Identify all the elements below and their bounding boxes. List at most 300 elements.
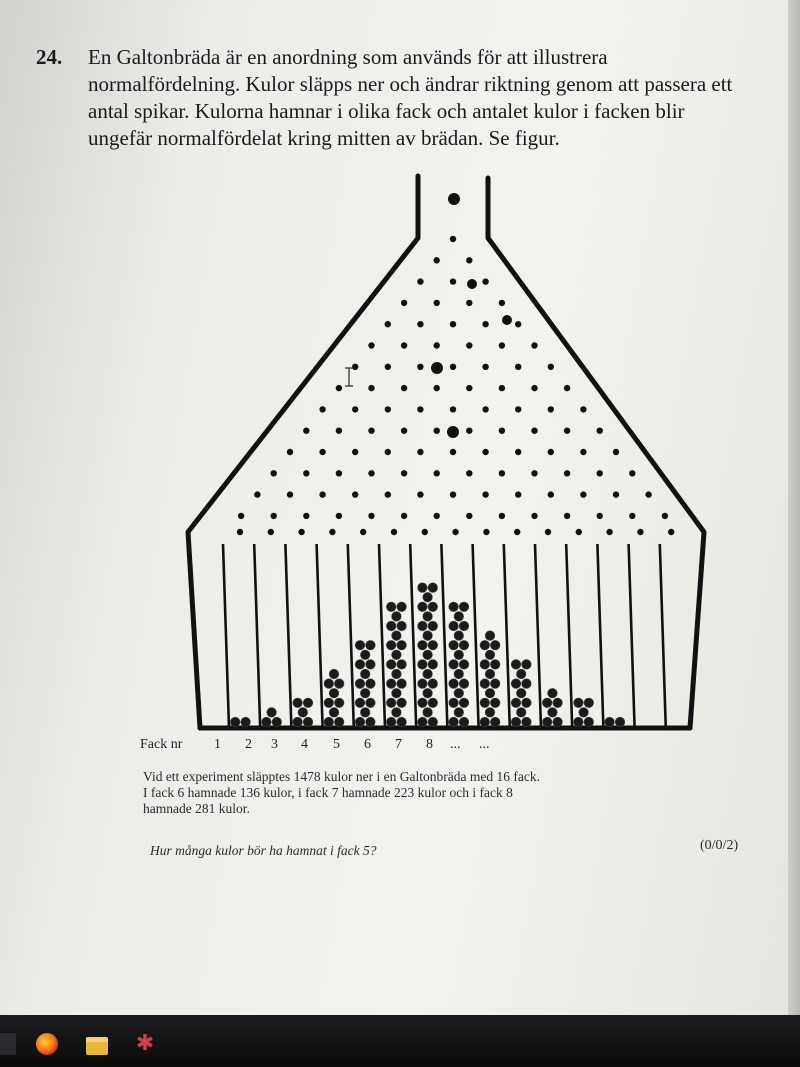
app-icon[interactable]: ✱ [135, 1031, 155, 1056]
pile-ball [428, 660, 438, 670]
peg [564, 428, 570, 434]
pile-ball [324, 717, 334, 727]
pile-ball [418, 698, 428, 708]
pile-ball [511, 660, 521, 670]
peg [391, 529, 397, 535]
pile-ball [392, 612, 402, 622]
pile-ball [366, 679, 376, 689]
peg [336, 385, 342, 391]
peg [401, 342, 407, 348]
bin-divider [317, 544, 323, 728]
bin-number: 3 [271, 737, 278, 752]
peg [564, 385, 570, 391]
peg [482, 364, 488, 370]
peg [466, 385, 472, 391]
pile-ball [459, 640, 469, 650]
ellipsis: ... [450, 737, 461, 752]
pile-ball [428, 583, 438, 593]
peg [401, 470, 407, 476]
pile-ball [334, 698, 344, 708]
peg [368, 342, 374, 348]
peg [466, 513, 472, 519]
pile-ball [386, 602, 396, 612]
peg [417, 491, 423, 497]
bin-divider [566, 544, 572, 728]
peg [482, 278, 488, 284]
pile-ball [397, 602, 407, 612]
pile-ball [516, 688, 526, 698]
peg [564, 513, 570, 519]
pile-ball [423, 592, 433, 602]
peg [499, 385, 505, 391]
pile-ball [418, 660, 428, 670]
pile-ball [230, 717, 240, 727]
text-cursor-icon [345, 368, 353, 386]
peg [303, 470, 309, 476]
points-label: (0/0/2) [700, 838, 739, 853]
pile-ball [386, 621, 396, 631]
pile-ball [459, 717, 469, 727]
pile-ball [605, 717, 615, 727]
peg [352, 491, 358, 497]
pile-ball [397, 621, 407, 631]
pile-ball [454, 631, 464, 641]
problem-line: normalfördelning. Kulor släpps ner och ändrar riktning genom att passera ett [88, 72, 733, 96]
bin-divider [441, 544, 447, 728]
bin-divider [629, 544, 635, 728]
pile-ball [490, 640, 500, 650]
pile-ball [459, 660, 469, 670]
problem-line: ungefär normalfördelat kring mitten av brädan. Se figur. [88, 126, 560, 150]
file-explorer-icon[interactable] [86, 1037, 108, 1055]
experiment-text [143, 769, 643, 817]
peg [548, 364, 554, 370]
bin-number: 4 [301, 737, 308, 752]
pile-ball [392, 688, 402, 698]
pile-ball [418, 717, 428, 727]
pile-ball [459, 679, 469, 689]
falling-ball [431, 362, 443, 374]
pile-ball [355, 660, 365, 670]
pile-ball [490, 679, 500, 689]
peg [499, 513, 505, 519]
peg [352, 364, 358, 370]
pile-ball [548, 688, 558, 698]
peg [548, 449, 554, 455]
bin-divider [597, 544, 603, 728]
pile-ball [574, 698, 584, 708]
peg [597, 428, 603, 434]
peg [450, 364, 456, 370]
peg [385, 406, 391, 412]
peg [482, 491, 488, 497]
pile-ball [262, 717, 272, 727]
peg [303, 513, 309, 519]
pile-ball [511, 698, 521, 708]
firefox-icon[interactable] [36, 1033, 58, 1055]
pile-ball [355, 717, 365, 727]
peg [499, 300, 505, 306]
falling-ball [467, 279, 477, 289]
peg [482, 449, 488, 455]
pile-ball [428, 640, 438, 650]
pile-ball [428, 717, 438, 727]
peg [360, 529, 366, 535]
peg [576, 529, 582, 535]
bin-divider [348, 544, 354, 728]
pile-ball [423, 631, 433, 641]
peg [434, 300, 440, 306]
peg [319, 491, 325, 497]
pile-ball [355, 640, 365, 650]
pile-ball [454, 650, 464, 660]
pile-ball [553, 717, 563, 727]
pile-ball [329, 669, 339, 679]
pile-ball [428, 621, 438, 631]
pile-ball [490, 717, 500, 727]
pile-ball [516, 708, 526, 718]
peg [271, 513, 277, 519]
peg [422, 529, 428, 535]
peg [483, 529, 489, 535]
peg [450, 321, 456, 327]
peg [515, 406, 521, 412]
problem-line: En Galtonbräda är en anordning som används för att illustrera [88, 45, 608, 69]
pile-ball [418, 640, 428, 650]
pile-ball [522, 679, 532, 689]
peg [368, 428, 374, 434]
bin-number: 8 [426, 737, 433, 752]
pile-ball [293, 698, 303, 708]
pile-ball [324, 679, 334, 689]
peg [401, 300, 407, 306]
peg [352, 449, 358, 455]
pile-ball [334, 679, 344, 689]
pile-ball [397, 660, 407, 670]
peg [401, 385, 407, 391]
pile-ball [423, 708, 433, 718]
peg [499, 470, 505, 476]
peg [531, 342, 537, 348]
pile-ball [418, 583, 428, 593]
peg [385, 364, 391, 370]
pile-ball [366, 717, 376, 727]
pile-ball [449, 698, 459, 708]
bin-divider [535, 544, 541, 728]
peg [268, 529, 274, 535]
peg [368, 513, 374, 519]
peg [401, 513, 407, 519]
pile-ball [480, 640, 490, 650]
pile-ball [485, 650, 495, 660]
pile-ball [418, 621, 428, 631]
windows-start-icon[interactable] [0, 1033, 16, 1055]
peg [580, 449, 586, 455]
pile-ball [542, 717, 552, 727]
peg [515, 449, 521, 455]
peg [237, 529, 243, 535]
peg [450, 449, 456, 455]
peg [385, 321, 391, 327]
pile-ball [522, 660, 532, 670]
pile-ball [397, 698, 407, 708]
pile-ball [423, 669, 433, 679]
peg [352, 406, 358, 412]
peg [629, 513, 635, 519]
peg [336, 470, 342, 476]
pile-ball [490, 660, 500, 670]
pile-ball [459, 621, 469, 631]
pile-ball [459, 698, 469, 708]
pile-ball [454, 688, 464, 698]
pile-ball [386, 698, 396, 708]
peg [629, 470, 635, 476]
peg [271, 470, 277, 476]
experiment-line: hamnade 281 kulor. [143, 801, 250, 816]
pile-ball [454, 612, 464, 622]
experiment-line: Vid ett experiment släpptes 1478 kulor ner i en Galtonbräda med 16 fack. [143, 769, 540, 784]
bin-divider [660, 544, 666, 728]
peg [450, 236, 456, 242]
peg [434, 342, 440, 348]
peg [401, 428, 407, 434]
pile-ball [267, 708, 277, 718]
bin-number: 7 [395, 737, 402, 752]
pile-ball [418, 679, 428, 689]
pile-ball [298, 708, 308, 718]
pile-ball [355, 679, 365, 689]
bin-number: 2 [245, 737, 252, 752]
peg [662, 513, 668, 519]
bin-divider [285, 544, 291, 728]
falling-ball [447, 426, 459, 438]
pile-ball [490, 698, 500, 708]
pile-ball [584, 717, 594, 727]
peg [434, 257, 440, 263]
bin-divider [223, 544, 229, 728]
peg [254, 491, 260, 497]
pile-ball [485, 688, 495, 698]
pile-ball [386, 660, 396, 670]
question-text: Hur många kulor bör ha hamnat i fack 5? [150, 843, 377, 858]
pile-ball [392, 708, 402, 718]
problem-line: antal spikar. Kulorna hamnar i olika fack och antalet kulor i facken blir [88, 99, 685, 123]
peg [606, 529, 612, 535]
pile-ball [360, 708, 370, 718]
pile-ball [459, 602, 469, 612]
bin-divider [504, 544, 510, 728]
pile-ball [366, 660, 376, 670]
pile-ball [360, 669, 370, 679]
peg [482, 321, 488, 327]
pile-ball [334, 717, 344, 727]
peg [515, 491, 521, 497]
pile-ball [423, 612, 433, 622]
peg [515, 321, 521, 327]
peg [434, 428, 440, 434]
peg [466, 470, 472, 476]
bin-dividers [223, 544, 666, 728]
pile-ball [392, 650, 402, 660]
peg [238, 513, 244, 519]
pile-ball [522, 698, 532, 708]
pile-ball [241, 717, 251, 727]
pile-ball [293, 717, 303, 727]
pile-ball [485, 669, 495, 679]
peg [597, 470, 603, 476]
peg [319, 406, 325, 412]
falling-ball [502, 315, 512, 325]
pile-ball [516, 669, 526, 679]
peg [450, 491, 456, 497]
pile-ball [397, 717, 407, 727]
bin-divider [379, 544, 385, 728]
peg [531, 513, 537, 519]
pile-ball [449, 602, 459, 612]
experiment-line: I fack 6 hamnade 136 kulor, i fack 7 hamnade 223 kulor och i fack 8 [143, 785, 513, 800]
pile-ball [454, 669, 464, 679]
pile-ball [454, 708, 464, 718]
pile-ball [366, 640, 376, 650]
bin-divider [410, 544, 416, 728]
pile-ball [329, 688, 339, 698]
peg [515, 364, 521, 370]
peg [466, 342, 472, 348]
pile-ball [392, 631, 402, 641]
pile-ball [428, 679, 438, 689]
pile-ball [418, 602, 428, 612]
peg [329, 529, 335, 535]
pile-ball [392, 669, 402, 679]
peg [385, 491, 391, 497]
falling-balls [431, 193, 512, 438]
peg [385, 449, 391, 455]
pile-ball [584, 698, 594, 708]
pile-ball [574, 717, 584, 727]
pile-ball [360, 650, 370, 660]
peg [499, 342, 505, 348]
pile-ball [386, 717, 396, 727]
pile-ball [428, 602, 438, 612]
pile-ball [386, 679, 396, 689]
bin-divider [254, 544, 260, 728]
problem-number: 24. [36, 45, 63, 69]
peg [450, 406, 456, 412]
pile-ball [423, 650, 433, 660]
pile-ball [303, 698, 313, 708]
peg [368, 385, 374, 391]
bin-divider [473, 544, 479, 728]
peg [548, 406, 554, 412]
pile-ball [423, 688, 433, 698]
pile-ball [579, 708, 589, 718]
peg [417, 449, 423, 455]
pile-ball [449, 679, 459, 689]
pile-ball [480, 660, 490, 670]
peg [548, 491, 554, 497]
pile-ball [355, 698, 365, 708]
peg [434, 470, 440, 476]
taskbar [0, 1015, 800, 1067]
peg [564, 470, 570, 476]
pile-ball [480, 679, 490, 689]
peg [417, 364, 423, 370]
peg [287, 491, 293, 497]
peg [417, 406, 423, 412]
pile-ball [548, 708, 558, 718]
bin-axis [140, 737, 540, 757]
pile-ball [480, 698, 490, 708]
bin-number: 1 [214, 737, 221, 752]
pile-ball [360, 688, 370, 698]
peg [417, 278, 423, 284]
peg [298, 529, 304, 535]
peg [452, 529, 458, 535]
peg [466, 300, 472, 306]
pile-ball [329, 708, 339, 718]
pile-ball [386, 640, 396, 650]
falling-ball [448, 193, 460, 205]
pile-ball [397, 679, 407, 689]
peg [336, 428, 342, 434]
peg [434, 513, 440, 519]
peg [368, 470, 374, 476]
pile-ball [272, 717, 282, 727]
peg [580, 491, 586, 497]
pile-ball [485, 631, 495, 641]
peg [319, 449, 325, 455]
peg [466, 428, 472, 434]
pile-ball [449, 640, 459, 650]
pile-ball [511, 717, 521, 727]
bin-number: 6 [364, 737, 371, 752]
pile-ball [542, 698, 552, 708]
peg [597, 513, 603, 519]
pile-ball [449, 717, 459, 727]
bin-number: 5 [333, 737, 340, 752]
peg [545, 529, 551, 535]
pile-ball [303, 717, 313, 727]
pile-ball [522, 717, 532, 727]
pile-ball [324, 698, 334, 708]
pile-ball [449, 660, 459, 670]
ellipsis: ... [479, 737, 490, 752]
pile-ball [480, 717, 490, 727]
peg [580, 406, 586, 412]
peg [450, 278, 456, 284]
axis-label: Fack nr [140, 737, 183, 752]
pile-ball [366, 698, 376, 708]
peg [637, 529, 643, 535]
peg [466, 257, 472, 263]
pile-ball [449, 621, 459, 631]
peg [613, 449, 619, 455]
pile-ball [397, 640, 407, 650]
peg [531, 470, 537, 476]
peg [417, 321, 423, 327]
pile-ball [485, 708, 495, 718]
pile-ball [553, 698, 563, 708]
pile-ball [511, 679, 521, 689]
peg [287, 449, 293, 455]
peg [531, 385, 537, 391]
peg [303, 428, 309, 434]
peg [531, 428, 537, 434]
peg [434, 385, 440, 391]
peg [499, 428, 505, 434]
peg [668, 529, 674, 535]
pile-ball [428, 698, 438, 708]
